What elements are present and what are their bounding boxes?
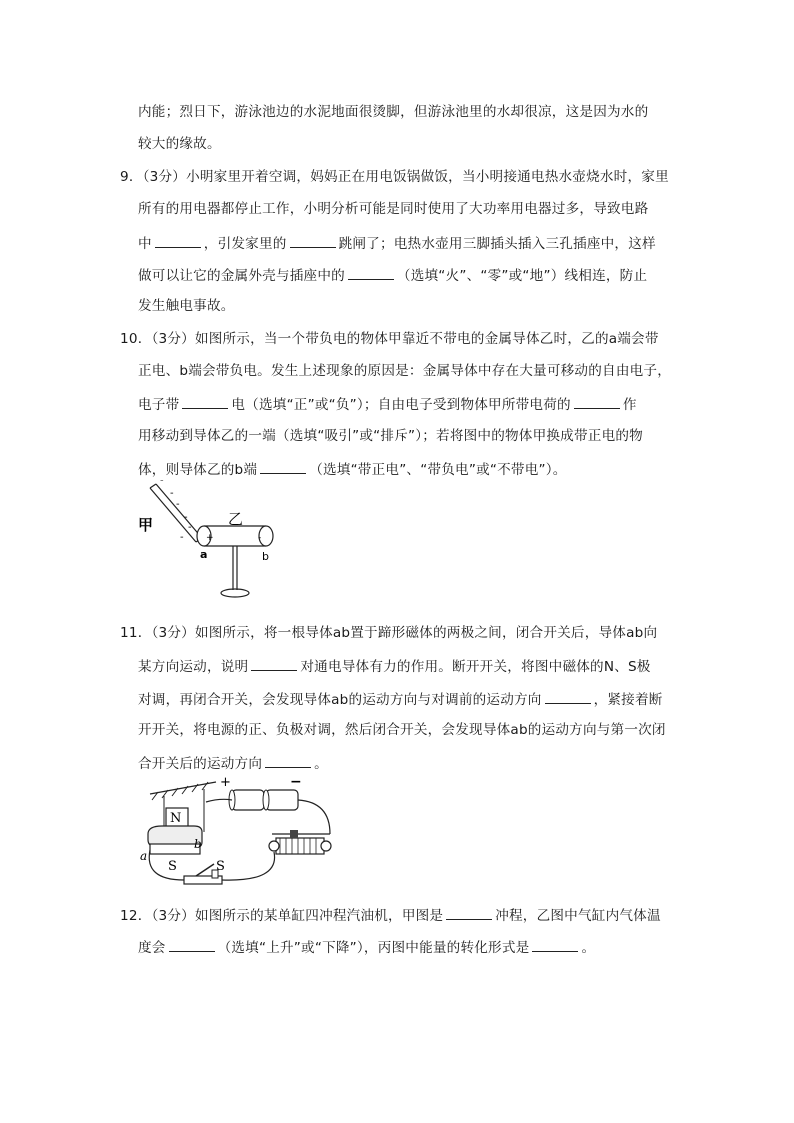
q11-line-5 [138, 756, 328, 772]
svg-text:-: - [160, 480, 164, 486]
q10-line-1 [120, 333, 659, 347]
q9-text-3b: ，引发家里的 [203, 236, 287, 252]
q11-line-3 [138, 692, 663, 708]
svg-text:-: - [258, 533, 262, 543]
svg-text:-: - [170, 488, 174, 499]
q9-text-3c: 跳闸了；电热水壶用三脚插头插入三孔插座中，这样 [338, 236, 656, 252]
q9-blank-1[interactable] [155, 236, 201, 248]
q9-line-3 [138, 236, 656, 252]
q12-text-1b: 冲程，乙图中气缸内气体温 [495, 908, 661, 924]
label-plus: + [220, 775, 231, 790]
q12-blank-2[interactable] [169, 940, 215, 952]
q10-number: 10．（3分） [120, 331, 195, 347]
q11-text-3b: ，紧接着断 [593, 692, 663, 708]
label-jia: 甲 [138, 516, 154, 534]
label-b-rod: b [194, 837, 202, 851]
q10-figure [136, 480, 296, 604]
q12-text-2a: 度会 [138, 940, 166, 956]
q10-blank-2[interactable] [574, 397, 620, 409]
label-yi: 乙 [228, 510, 244, 528]
q10-blank-3[interactable] [260, 462, 306, 474]
q10-line-4: 用移动到导体乙的一端（选填“吸引”或“排斥”）；若将图中的物体甲换成带正电的物 [138, 428, 643, 444]
q10-text-3b: 电（选填“正”或“负”）；自由电子受到物体甲所带电荷的 [231, 397, 571, 413]
q11-number: 11．（3分） [120, 625, 195, 641]
charged-rod [150, 480, 202, 543]
label-S-magnet: S [168, 859, 177, 874]
q9-text-3a: 中 [138, 236, 152, 252]
q11-line-4: 开开关，将电源的正、负极对调，然后闭合开关，会发现导体ab的运动方向与第一次闭 [138, 722, 666, 738]
q11-line-2 [138, 659, 651, 675]
intro-line-1: 内能；烈日下，游泳池边的水泥地面很烫脚，但游泳池里的水却很凉，这是因为水的 [138, 104, 649, 120]
q12-blank-3[interactable] [532, 940, 578, 952]
q12-text-1a: 如图所示的某单缸四冲程汽油机，甲图是 [194, 908, 444, 924]
q9-line-1 [120, 171, 669, 185]
q10-text-5a: 体，则导体乙的b端 [138, 462, 258, 478]
svg-text:-: - [184, 512, 188, 523]
battery [229, 790, 298, 810]
q9-text-1: 小明家里开着空调，妈妈正在用电饭锅做饭，当小明接通电热水壶烧水时，家里 [186, 169, 669, 185]
q9-line-5: 发生触电事故。 [138, 298, 235, 314]
q11-text-2b: 对通电导体有力的作用。断开开关，将图中磁体的N、S极 [300, 659, 651, 675]
q9-blank-2[interactable] [290, 236, 336, 248]
q10-blank-1[interactable] [182, 397, 228, 409]
q10-text-3a: 电子带 [138, 397, 180, 413]
q11-text-5a: 合开关后的运动方向 [138, 756, 263, 772]
svg-text:+: + [206, 533, 214, 543]
q11-text-2a: 某方向运动，说明 [138, 659, 249, 675]
q12-text-2b: （选填“上升”或“下降”），丙图中能量的转化形式是 [217, 940, 530, 956]
q11-blank-2[interactable] [545, 692, 591, 704]
q11-text-1: 如图所示，将一根导体ab置于蹄形磁体的两极之间，闭合开关后，导体ab向 [194, 625, 658, 641]
q9-text-4a: 做可以让它的金属外壳与插座中的 [138, 268, 345, 284]
label-N: N [170, 811, 182, 826]
rheostat [269, 830, 331, 854]
label-a: a [200, 548, 208, 561]
intro-line-2: 较大的缘故。 [138, 136, 221, 152]
svg-text:-: - [180, 532, 184, 543]
q9-line-4 [138, 268, 647, 284]
q11-line-1 [120, 627, 657, 641]
label-b: b [262, 550, 269, 563]
q12-line-2 [138, 940, 595, 956]
svg-text:-: - [176, 499, 180, 510]
q11-text-5b: 。 [314, 756, 328, 772]
q11-text-3a: 对调，再闭合开关，会发现导体ab的运动方向与对调前的运动方向 [138, 692, 542, 708]
q10-text-3c: 作 [622, 397, 637, 413]
q10-text-5b: （选填“带正电”、“带负电”或“不带电”）。 [309, 462, 567, 478]
q9-number: 9．（3分） [120, 169, 187, 185]
q12-text-2c: 。 [581, 940, 596, 956]
q10-line-3 [138, 397, 637, 413]
label-a-rod: a [140, 849, 148, 863]
q11-figure [140, 772, 360, 892]
svg-text:-: - [188, 522, 192, 533]
q9-line-2: 所有的用电器都停止工作，小明分析可能是同时使用了大功率用电器过多，导致电路 [138, 201, 649, 217]
q11-blank-3[interactable] [265, 756, 311, 768]
label-S-switch: S [216, 859, 225, 874]
q9-text-4b: （选填“火”、“零”或“地”）线相连，防止 [396, 268, 648, 284]
q10-text-1: 如图所示，当一个带负电的物体甲靠近不带电的金属导体乙时，乙的a端会带 [194, 331, 659, 347]
q9-blank-3[interactable] [348, 268, 394, 280]
q10-line-2: 正电、b端会带负电。发生上述现象的原因是：金属导体中存在大量可移动的自由电子， [138, 363, 671, 379]
q11-blank-1[interactable] [251, 659, 297, 671]
q10-line-5 [138, 462, 567, 478]
q12-number: 12．（3分） [120, 908, 195, 924]
label-minus: − [290, 774, 302, 790]
q12-blank-1[interactable] [446, 908, 492, 920]
q12-line-1 [120, 908, 661, 924]
